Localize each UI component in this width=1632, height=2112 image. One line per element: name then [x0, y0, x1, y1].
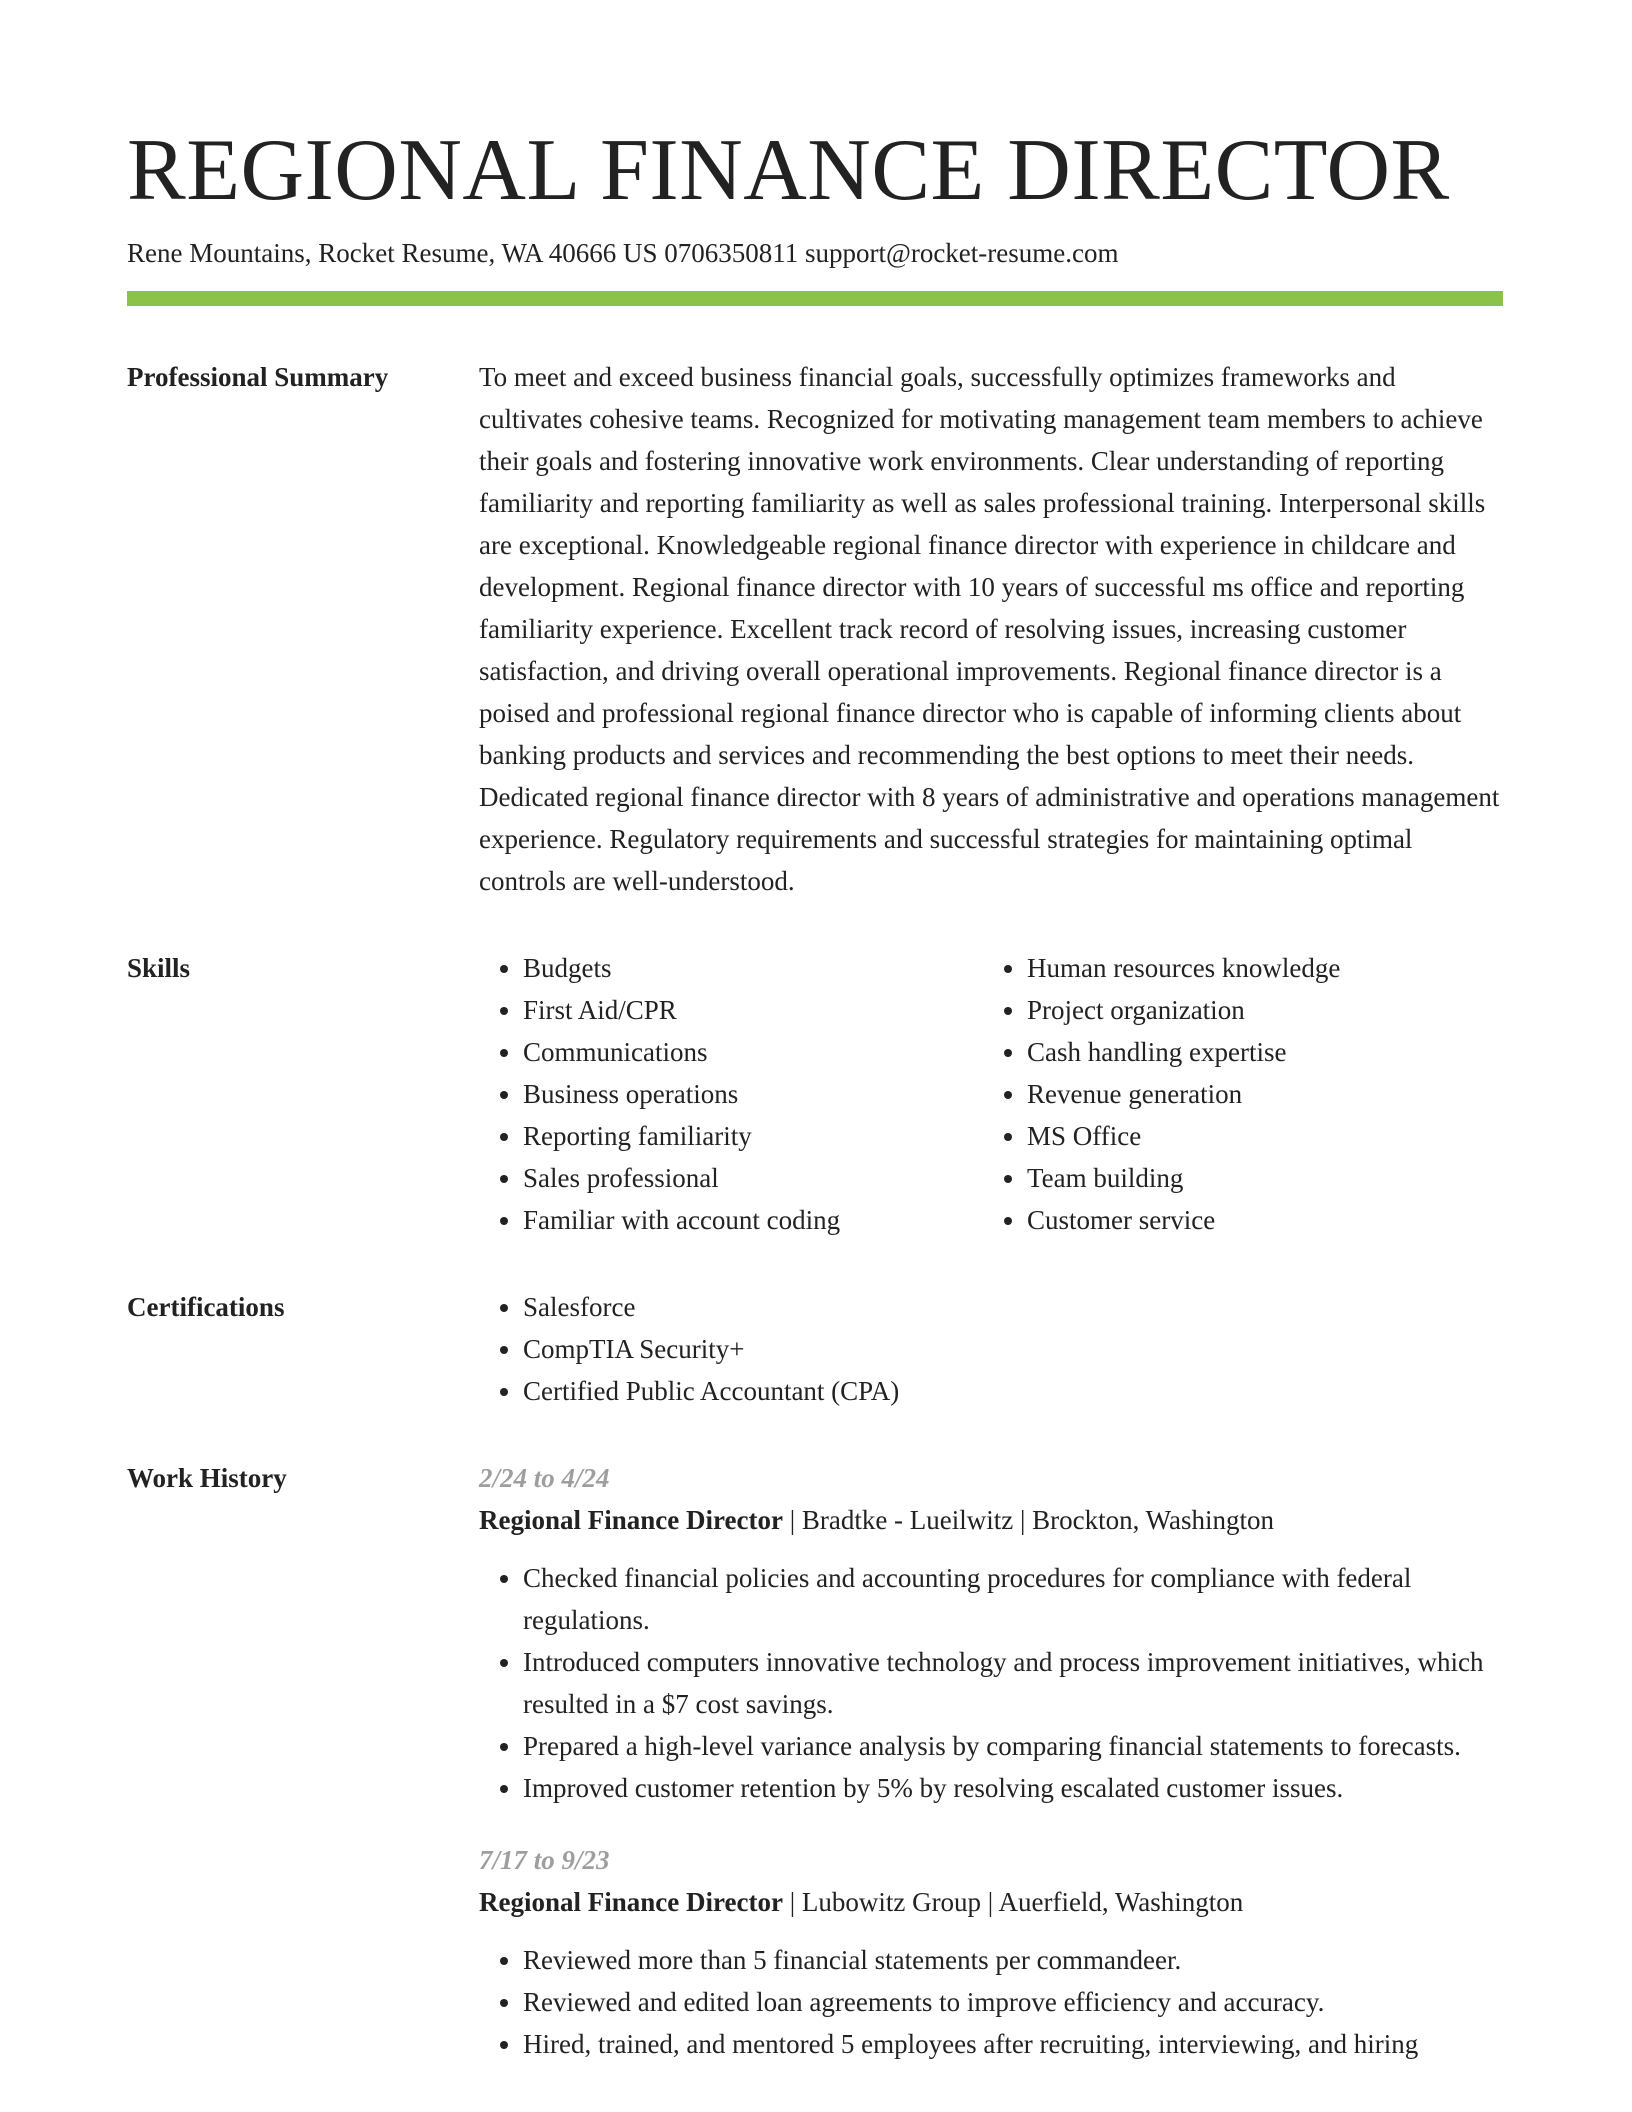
- job-bullet: • Prepared a high-level variance analysis by comparing financial statements to forecasts.: [523, 1725, 1503, 1767]
- certifications-label: Certifications: [127, 1292, 285, 1322]
- certification-item: • Certified Public Accountant (CPA): [523, 1370, 1503, 1412]
- skill-item: • Human resources knowledge: [1027, 947, 1487, 989]
- skills-column-right: [983, 947, 1487, 1241]
- summary-label: Professional Summary: [127, 362, 389, 392]
- skills-columns: [479, 947, 1503, 1241]
- job-entry: [479, 1839, 1503, 2065]
- job-bullet: • Checked financial policies and accounting procedures for compliance with federal regulations.: [523, 1557, 1503, 1641]
- work-history-section: [127, 1457, 1503, 2095]
- resume-title: REGIONAL FINANCE DIRECTOR: [127, 122, 1450, 219]
- certifications-body: [479, 1286, 1503, 1412]
- work-history-body: [479, 1457, 1503, 2095]
- job-bullet: • Improved customer retention by 5% by resolving escalated customer issues.: [523, 1767, 1503, 1809]
- job-bullet: • Reviewed and edited loan agreements to improve efficiency and accuracy.: [523, 1981, 1503, 2023]
- skill-item: • Reporting familiarity: [523, 1115, 983, 1157]
- job-bullet: • Reviewed more than 5 financial statements per commandeer.: [523, 1939, 1503, 1981]
- job-bullets: [479, 1557, 1503, 1809]
- job-details: | Lubowitz Group | Auerfield, Washington: [782, 1887, 1244, 1917]
- skill-item: • Communications: [523, 1031, 983, 1073]
- skill-item: • Sales professional: [523, 1157, 983, 1199]
- skills-list-left: [479, 947, 983, 1241]
- skills-section: [127, 947, 1503, 1241]
- skills-list-right: [983, 947, 1487, 1241]
- skill-item: • Revenue generation: [1027, 1073, 1487, 1115]
- job-dates: 2/24 to 4/24: [479, 1463, 610, 1493]
- skill-item: • First Aid/CPR: [523, 989, 983, 1031]
- summary-text: To meet and exceed business financial goals, successfully optimizes frameworks and cultivates cohesive teams. Recognized for motivating management team members to achieve their goals and fostering innovative work environments. Clear understanding of reporting familiarity and reporting familiarity as well as sales professional training. Interpersonal skills are exceptional. Knowledgeable regional finance director with experience in childcare and development. Regional finance director with 10 years of successful ms office and reporting familiarity experience. Excellent track record of resolving issues, increasing customer satisfaction, and driving overall operational improvements. Regional finance director is a poised and professional regional finance director who is capable of informing clients about banking products and services and recommending the best options to meet their needs. Dedicated regional finance director with 8 years of administrative and operations management experience. Regulatory requirements and successful strategies for maintaining optimal controls are well-understood.: [479, 362, 1500, 896]
- job-heading: [479, 1881, 1503, 1923]
- job-entry: [479, 1457, 1503, 1809]
- accent-divider: [127, 291, 1503, 306]
- job-bullet: • Introduced computers innovative technology and process improvement initiatives, which resulted in a $7 cost savings.: [523, 1641, 1503, 1725]
- skill-item: • MS Office: [1027, 1115, 1487, 1157]
- job-bullet: • Hired, trained, and mentored 5 employees after recruiting, interviewing, and hiring: [523, 2023, 1503, 2065]
- job-dates: 7/17 to 9/23: [479, 1845, 610, 1875]
- job-bullets: [479, 1939, 1503, 2065]
- resume-page: [127, 118, 1503, 2095]
- summary-section: [127, 356, 1503, 902]
- skills-label: Skills: [127, 953, 191, 983]
- skill-item: • Business operations: [523, 1073, 983, 1115]
- skill-item: • Cash handling expertise: [1027, 1031, 1487, 1073]
- skill-item: • Customer service: [1027, 1199, 1487, 1241]
- skills-body: [479, 947, 1503, 1241]
- contact-line: Rene Mountains, Rocket Resume, WA 40666 US 0706350811 support@rocket-resume.com: [127, 238, 1119, 268]
- summary-body: [479, 356, 1503, 902]
- skills-column-left: [479, 947, 983, 1241]
- certification-item: • CompTIA Security+: [523, 1328, 1503, 1370]
- certification-item: • Salesforce: [523, 1286, 1503, 1328]
- certifications-list: [479, 1286, 1503, 1412]
- job-title: Regional Finance Director: [479, 1505, 783, 1535]
- skill-item: • Project organization: [1027, 989, 1487, 1031]
- skill-item: • Familiar with account coding: [523, 1199, 983, 1241]
- work-history-label: Work History: [127, 1463, 287, 1493]
- skill-item: • Budgets: [523, 947, 983, 989]
- skill-item: • Team building: [1027, 1157, 1487, 1199]
- certifications-section: [127, 1286, 1503, 1412]
- job-details: | Bradtke - Lueilwitz | Brockton, Washington: [782, 1505, 1274, 1535]
- job-heading: [479, 1499, 1503, 1541]
- job-title: Regional Finance Director: [479, 1887, 783, 1917]
